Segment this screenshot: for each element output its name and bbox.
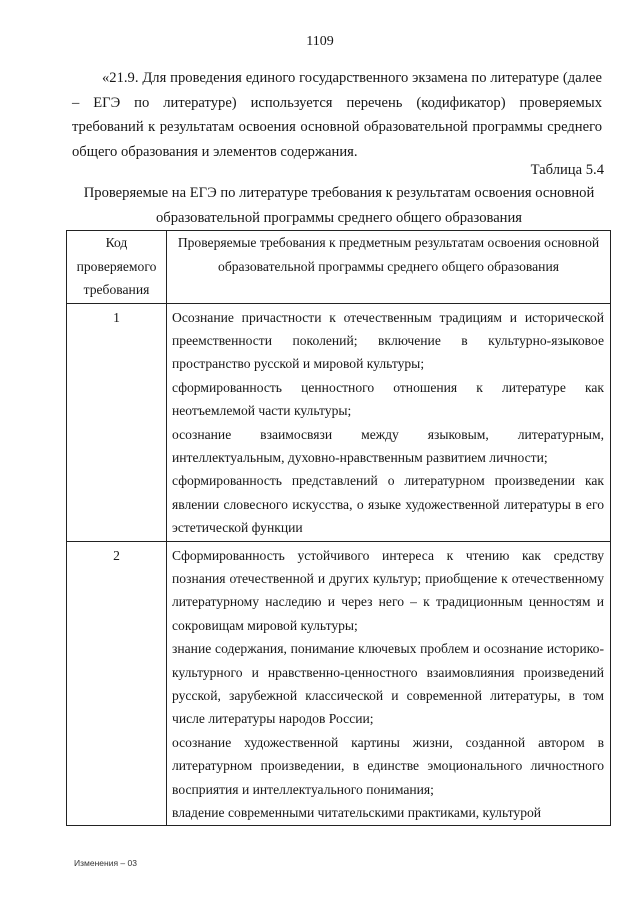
intro-paragraph xyxy=(72,66,602,164)
requirement-item: знание содержания, понимание ключевых проблем и осознание историко-культурного и нравственно-ценностного взаимовлияния произведений русской, зарубежной классической и современной литературы, в том числе литературы народов России; xyxy=(172,641,604,727)
requirement-item: владение современными читательскими практиками, культурой xyxy=(172,805,542,821)
header-code: Код проверяемого требования xyxy=(67,231,167,304)
row-requirements xyxy=(167,541,611,826)
row-requirements xyxy=(167,303,611,541)
requirement-item: Сформированность устойчивого интереса к чтению как средству познания отечественной и других культур; приобщение к отечественному литературному наследию и через него – к традиционным ценностям и сокровищам мировой культуры; xyxy=(172,547,604,633)
requirement-item: сформированность ценностного отношения к литературе как неотъемлемой части культуры; xyxy=(172,379,604,419)
table-row xyxy=(67,303,611,541)
table-label: Таблица 5.4 xyxy=(530,162,604,178)
requirement-item: осознание художественной картины жизни, созданной автором в литературном произведении, в единстве эмоционального личностного восприятия и интеллектуального понимания; xyxy=(172,734,604,797)
intro-text: «21.9. Для проведения единого государственного экзамена по литературе (далее – ЕГЭ по литературе) используется перечень (кодификатор) проверяемых требований к результатам освоения основной образовательной программы среднего общего образования и элементов содержания. xyxy=(72,70,602,160)
row-code: 2 xyxy=(67,541,167,826)
table-row xyxy=(67,541,611,826)
footer-changes: Изменения – 03 xyxy=(74,858,137,868)
header-requirements: Проверяемые требования к предметным результатам освоения основной образовательной программы среднего общего образования xyxy=(167,231,611,304)
table-caption: Проверяемые на ЕГЭ по литературе требования к результатам освоения основной образовательной программы среднего общего образования xyxy=(83,185,595,226)
requirements-table xyxy=(66,230,611,826)
row-code: 1 xyxy=(67,303,167,541)
table-header-row xyxy=(67,231,611,304)
page-number: 1109 xyxy=(306,34,334,49)
requirement-item: сформированность представлений о литературном произведении как явлении словесного искусства, о языке художественной литературы в его эстетической функции xyxy=(172,473,604,536)
requirement-item: осознание взаимосвязи между языковым, литературным, интеллектуальным, духовно-нравственным развитием личности; xyxy=(172,426,604,465)
requirement-item: Осознание причастности к отечественным традициям и исторической преемственности поколений; включение в культурно-языковое пространство русской и мировой культуры; xyxy=(172,309,604,372)
